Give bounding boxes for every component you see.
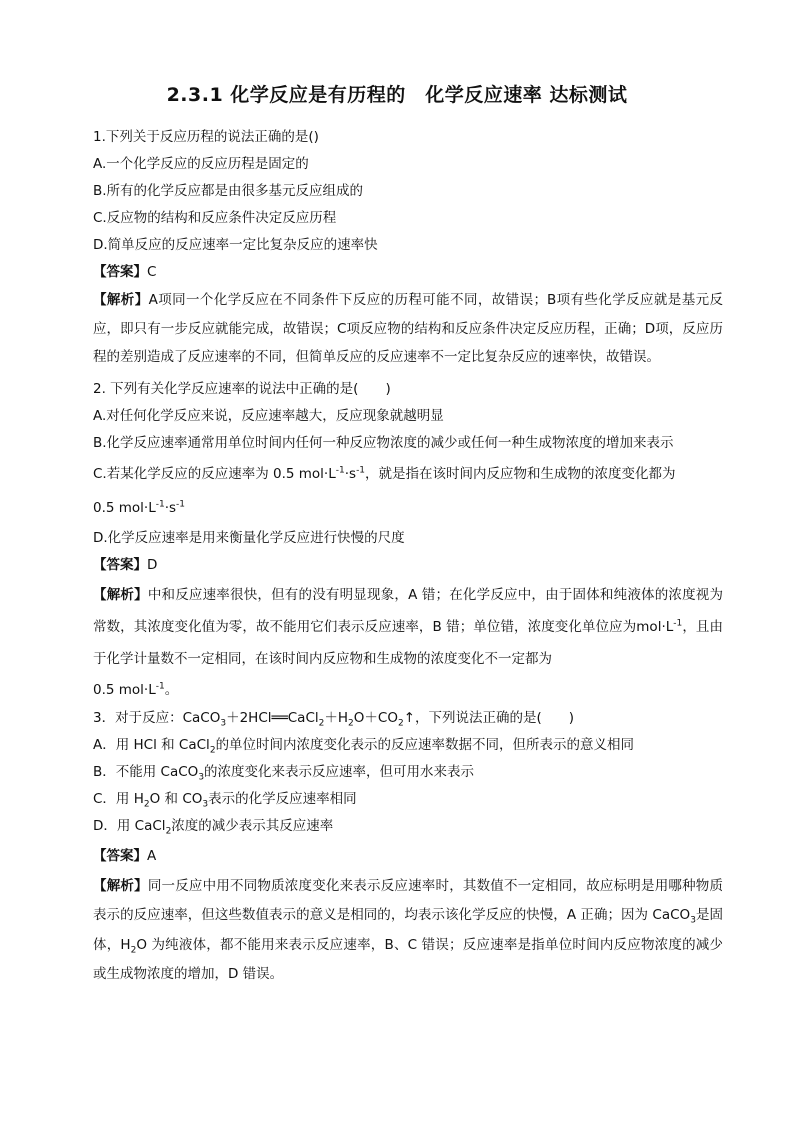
- explanation-label: 【解析】: [93, 292, 149, 308]
- question-3: [93, 705, 723, 990]
- option-a: A.对任何化学反应来说，反应速率越大，反应现象就越明显: [93, 407, 444, 424]
- answer-line: [93, 552, 723, 579]
- option-b: B.所有的化学反应都是由很多基元反应组成的: [93, 183, 364, 199]
- question-stem: 1.下列关于反应历程的说法正确的是(): [93, 129, 319, 145]
- answer-line: [93, 259, 723, 286]
- option-c: C.若某化学反应的反应速率为 0.5 $mol\cdot L^{-1}\cdot s^{-1}$，就是指在该时间内反应物和生成物的浓度变化都为: [93, 465, 676, 482]
- option-c: C．用 $H_2O$ 和 $CO_3$表示的化学反应速率相同: [93, 790, 357, 810]
- question-stem: 2. 下列有关化学反应速率的说法中正确的是( ): [93, 380, 391, 397]
- option-b: B.化学反应速率通常用单位时间内任何一种反应物浓度的减少或任何一种生成物浓度的增加来表示: [93, 434, 674, 451]
- explanation-label: 【解析】: [93, 877, 148, 894]
- explanation: 【解析】中和反应速率很快，但有的没有明显现象，A 错；在化学反应中，由于固体和纯液体的浓度视为常数，其浓度变化值为零，故不能用它们表示反应速率，B 错；单位错，浓度变化单位应为$mol\cdot L^{-1}$，且由于化学计量数不一定相同，在该时间内反应物和生成物的浓度变化不一定都为: [93, 586, 724, 667]
- question-stem: 3．对于反应：$CaCO_3+2HCl══CaCl_2+H_2O+CO_2↑$，下列说法正确的是( ): [93, 709, 575, 729]
- explanation-label: 【解析】: [93, 586, 148, 603]
- explanation: [93, 286, 723, 372]
- option-c: C.反应物的结构和反应条件决定反应历程: [93, 210, 337, 226]
- option-d: D.化学反应速率是用来衡量化学反应进行快慢的尺度: [93, 529, 405, 546]
- answer-value: C: [147, 264, 157, 280]
- option-d: D.简单反应的反应速率一定比复杂反应的速率快: [93, 237, 378, 253]
- explanation: 【解析】同一反应中用不同物质浓度变化来表示反应速率时，其数值不一定相同，故应标明是用哪种物质表示的反应速率，但这些数值表示的意义是相同的，均表示该化学反应的快慢，A 正确；因为 CaCO$_3$是固体，$H_2O$ 为纯液体，都不能用来表示反应速率，B、C 错误；反应速率是指单位时间内反应物浓度的减少或生成物浓度的增加，D 错误。: [93, 877, 724, 982]
- page-title: 2.3.1 化学反应是有历程的 化学反应速率 达标测试: [166, 84, 628, 106]
- option-d: D．用 CaCl$_2$浓度的减少表示其反应速率: [93, 817, 334, 837]
- answer-label: 【答案】: [93, 847, 147, 864]
- answer-label: 【答案】: [93, 556, 147, 573]
- explanation-continued: 0.5 $mol\cdot L^{-1}$。: [93, 681, 179, 698]
- question-2: [93, 376, 723, 705]
- option-b: B．不能用 CaCO$_3$的浓度变化来表示反应速率，但可用水来表示: [93, 763, 475, 783]
- answer-label: 【答案】: [93, 264, 147, 280]
- question-1: [93, 124, 723, 372]
- answer-line: [93, 840, 723, 872]
- explanation-text: A项同一个化学反应在不同条件下反应的历程可能不同，故错误；B项有些化学反应就是基元反应，即只有一步反应就能完成，故错误；C项反应物的结构和反应条件决定反应历程，正确；D项，反应历程的差别造成了反应速率的不同，但简单反应的反应速率不一定比复杂反应的速率快，故错误。: [93, 292, 723, 365]
- answer-value: D: [147, 556, 158, 573]
- document-body: [93, 124, 723, 990]
- option-a: A.一个化学反应的反应历程是固定的: [93, 156, 309, 172]
- answer-value: A: [147, 847, 157, 864]
- option-c-continued: 0.5 $mol\cdot L^{-1}\cdot s^{-1}$: [93, 499, 186, 516]
- option-a: A．用 HCl 和 CaCl$_2$的单位时间内浓度变化表示的反应速率数据不同，但所表示的意义相同: [93, 736, 635, 756]
